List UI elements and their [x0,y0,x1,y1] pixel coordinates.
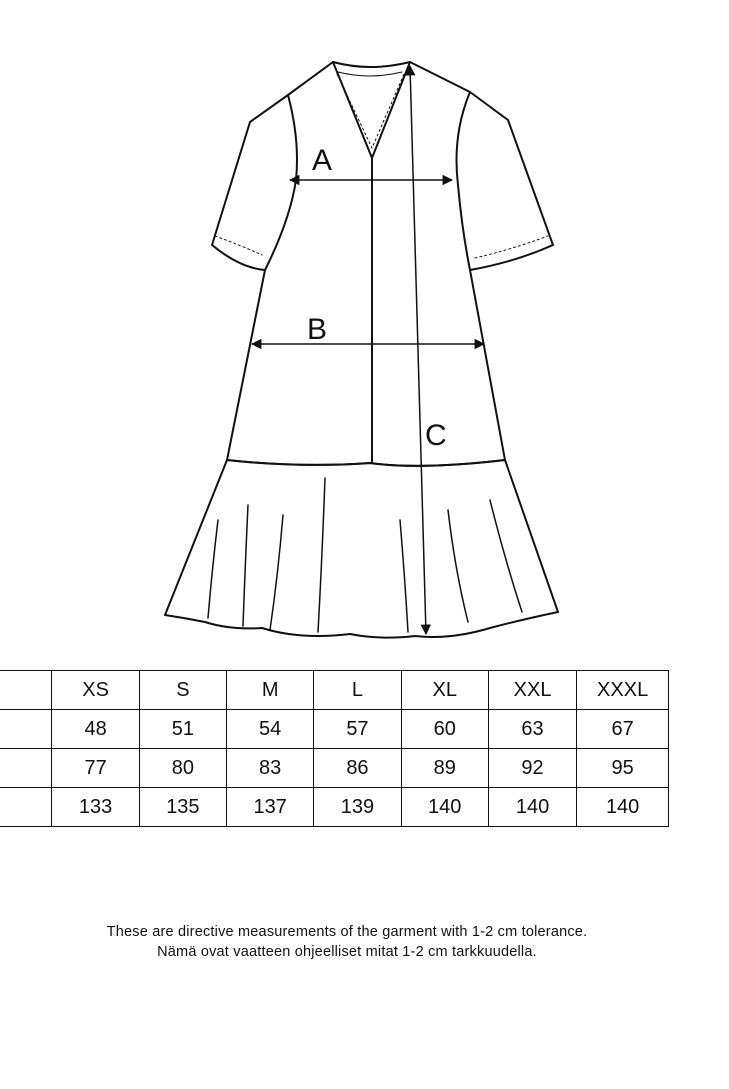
dress-outline [165,62,558,638]
size-header-xs: XS [52,671,139,710]
measure-a-label: A [312,144,333,177]
table-cell: 137 [227,788,314,827]
dress-body-shape [212,62,553,466]
row-label-c [0,788,52,827]
measurement-arrows [252,66,484,634]
skirt-ruffle [165,460,558,638]
table-cell: 92 [488,749,576,788]
size-header-s: S [139,671,226,710]
table-cell: 80 [139,749,226,788]
table-cell: 139 [314,788,401,827]
table-cell: 133 [52,788,139,827]
measure-b-label: B [307,313,328,346]
table-cell: 63 [488,710,576,749]
size-header-xl: XL [401,671,488,710]
table-cell: 140 [401,788,488,827]
right-armhole-seam [457,92,471,270]
table-row [0,710,669,749]
size-header-row [0,671,669,710]
table-cell: 51 [139,710,226,749]
left-armhole-seam [265,95,297,270]
table-cell: 60 [401,710,488,749]
table-row [0,788,669,827]
table-cell: 89 [401,749,488,788]
table-cell: 67 [577,710,669,749]
measure-c-label: C [425,419,447,452]
neck-band [338,72,402,76]
table-cell: 140 [488,788,576,827]
size-header-xxl: XXL [488,671,576,710]
ruffle-fold [318,478,325,632]
table-cell: 77 [52,749,139,788]
ruffle-fold [208,520,218,618]
tolerance-note-english: These are directive measurements of the garment with 1-2 cm tolerance. [106,924,588,940]
measure-c-arrow [410,66,426,634]
table-cell: 57 [314,710,401,749]
neckline-inner [337,74,404,148]
ruffle-fold [270,515,283,630]
row-label-a [0,710,52,749]
ruffle-fold [243,505,248,626]
table-cell: 48 [52,710,139,749]
row-label-b [0,749,52,788]
table-corner-cell [0,671,52,710]
size-header-xxxl: XXXL [577,671,669,710]
size-table [0,670,669,827]
right-sleeve-hem [475,236,548,258]
table-cell: 83 [227,749,314,788]
ruffle-fold [400,520,408,632]
table-cell: 140 [577,788,669,827]
size-header-m: M [227,671,314,710]
table-row [0,749,669,788]
tolerance-note-finnish: Nämä ovat vaatteen ohjeelliset mitat 1-2 cm tarkkuudella. [157,944,537,960]
table-cell: 135 [139,788,226,827]
ruffle-fold [448,510,468,622]
size-header-l: L [314,671,401,710]
ruffle-fold [490,500,522,612]
table-cell: 54 [227,710,314,749]
table-cell: 86 [314,749,401,788]
table-cell: 95 [577,749,669,788]
